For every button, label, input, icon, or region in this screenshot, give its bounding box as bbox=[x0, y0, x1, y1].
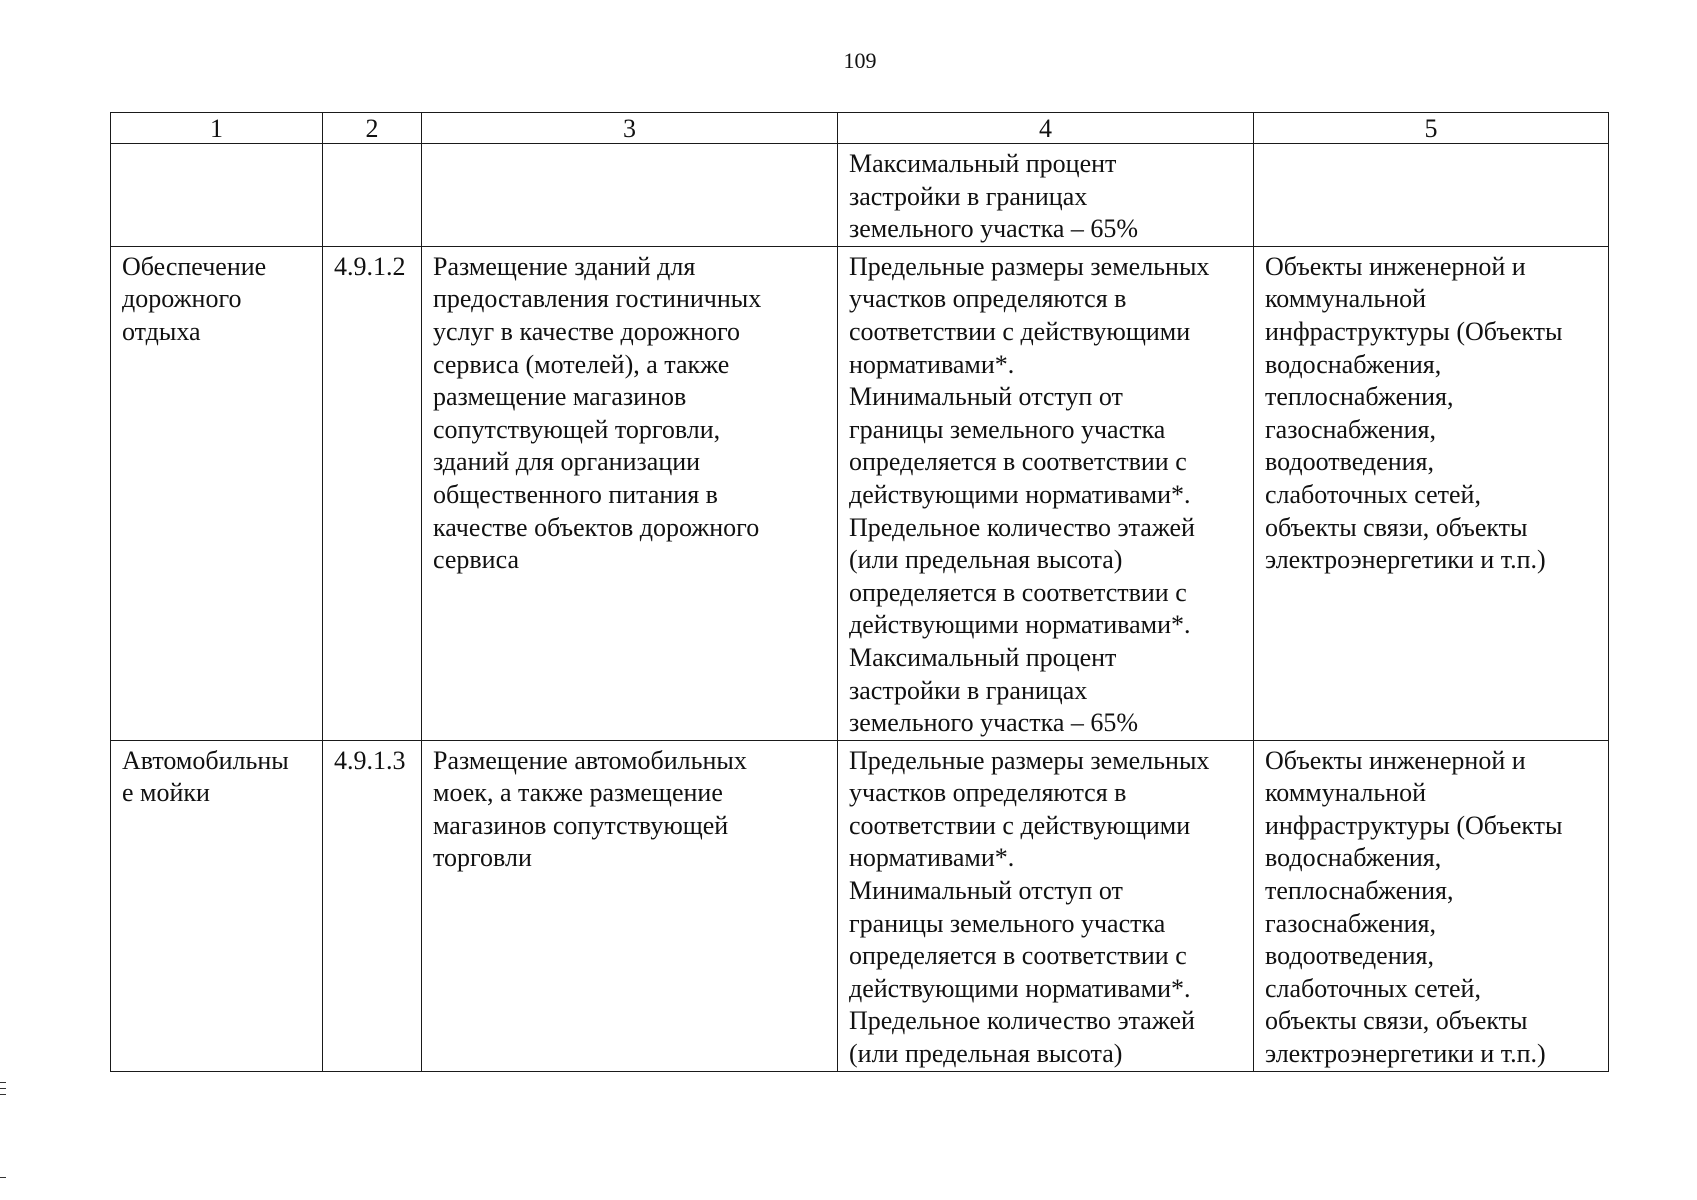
cell-text-line: границы земельного участка bbox=[849, 908, 1166, 938]
cell-text-line: размещение магазинов bbox=[433, 382, 687, 412]
cell-text-line: Обеспечение bbox=[122, 251, 267, 281]
cell-text-line: границы земельного участка bbox=[849, 414, 1166, 444]
parameters-cell bbox=[838, 246, 1254, 740]
cell-text-line: теплоснабжения, bbox=[1265, 876, 1454, 906]
cell-text-line: Размещение автомобильных bbox=[433, 745, 747, 775]
cell-text-line: коммунальной bbox=[1265, 284, 1427, 314]
column-header: 5 bbox=[1254, 113, 1609, 144]
cell-text-line: Максимальный процент bbox=[849, 149, 1117, 178]
code-cell bbox=[323, 246, 422, 740]
cell-text-line: определяется в соответствии с bbox=[849, 941, 1187, 971]
parameters-cell bbox=[838, 144, 1254, 247]
description-cell bbox=[422, 740, 838, 1071]
cell-text-line: электроэнергетики и т.п.) bbox=[1265, 545, 1546, 575]
margin-mark bbox=[0, 1088, 6, 1089]
cell-text-line: Максимальный процент bbox=[849, 642, 1117, 672]
column-header: 2 bbox=[323, 113, 422, 144]
cell-text-line: газоснабжения, bbox=[1265, 908, 1436, 938]
cell-text-line: водоснабжения, bbox=[1265, 843, 1442, 873]
description-cell bbox=[422, 246, 838, 740]
description-cell bbox=[422, 144, 838, 247]
cell-text-line: земельного участка – 65% bbox=[849, 214, 1139, 244]
cell-text-line: сервиса (мотелей), а также bbox=[433, 349, 730, 379]
cell-text-line: Автомобильны bbox=[122, 745, 289, 775]
auxiliary-cell bbox=[1254, 740, 1609, 1071]
use-name-cell bbox=[111, 740, 323, 1071]
cell-text-line: магазинов сопутствующей bbox=[433, 810, 729, 840]
use-name-cell bbox=[111, 144, 323, 247]
column-header: 1 bbox=[111, 113, 323, 144]
cell-text-line: определяется в соответствии с bbox=[849, 447, 1187, 477]
cell-text-line: инфраструктуры (Объекты bbox=[1265, 810, 1563, 840]
margin-mark bbox=[0, 1094, 6, 1095]
cell-text-line: застройки в границах bbox=[849, 675, 1088, 705]
cell-text-line: действующими нормативами*. bbox=[849, 973, 1191, 1003]
margin-mark bbox=[0, 1082, 6, 1083]
cell-text-line: газоснабжения, bbox=[1265, 414, 1436, 444]
cell-text-line: соответствии с действующими bbox=[849, 316, 1191, 346]
cell-text-line: (или предельная высота) bbox=[849, 1039, 1123, 1069]
use-name-cell bbox=[111, 246, 323, 740]
cell-text-line: сервиса bbox=[433, 545, 519, 575]
cell-text-line: отдыха bbox=[122, 316, 201, 346]
column-header: 4 bbox=[838, 113, 1254, 144]
cell-text-line: Объекты инженерной и bbox=[1265, 251, 1526, 281]
cell-text-line: качестве объектов дорожного bbox=[433, 512, 760, 542]
table-header-row bbox=[111, 113, 1609, 144]
cell-text-line: Размещение зданий для bbox=[433, 251, 696, 281]
cell-text-line: слаботочных сетей, bbox=[1265, 479, 1481, 509]
cell-text-line: Предельное количество этажей bbox=[849, 1006, 1195, 1036]
column-header: 3 bbox=[422, 113, 838, 144]
cell-text-line: электроэнергетики и т.п.) bbox=[1265, 1039, 1546, 1069]
cell-text-line: действующими нормативами*. bbox=[849, 479, 1191, 509]
cell-text-line: Объекты инженерной и bbox=[1265, 745, 1526, 775]
auxiliary-cell bbox=[1254, 246, 1609, 740]
cell-text-line: нормативами*. bbox=[849, 349, 1015, 379]
cell-text-line: объекты связи, объекты bbox=[1265, 512, 1528, 542]
cell-text-line: участков определяются в bbox=[849, 778, 1127, 808]
cell-text-line: водоснабжения, bbox=[1265, 349, 1442, 379]
cell-text-line: зданий для организации bbox=[433, 447, 701, 477]
cell-text-line: (или предельная высота) bbox=[849, 545, 1123, 575]
cell-text-line: нормативами*. bbox=[849, 843, 1015, 873]
cell-text-line: сопутствующей торговли, bbox=[433, 414, 721, 444]
cell-text-line: Минимальный отступ от bbox=[849, 876, 1123, 906]
cell-text-line: действующими нормативами*. bbox=[849, 610, 1191, 640]
table-row bbox=[111, 740, 1609, 1071]
cell-text-line: застройки в границах bbox=[849, 181, 1088, 211]
cell-text-line: объекты связи, объекты bbox=[1265, 1006, 1528, 1036]
page-number: 109 bbox=[843, 48, 877, 73]
cell-text-line: Минимальный отступ от bbox=[849, 382, 1123, 412]
auxiliary-cell bbox=[1254, 144, 1609, 247]
code-cell bbox=[323, 144, 422, 247]
cell-text-line: е мойки bbox=[122, 778, 210, 808]
cell-text-line: соответствии с действующими bbox=[849, 810, 1191, 840]
code-cell bbox=[323, 740, 422, 1071]
cell-text-line: моек, а также размещение bbox=[433, 778, 723, 808]
parameters-cell bbox=[838, 740, 1254, 1071]
cell-text-line: Предельное количество этажей bbox=[849, 512, 1195, 542]
cell-text-line: коммунальной bbox=[1265, 778, 1427, 808]
cell-text-line: определяется в соответствии с bbox=[849, 577, 1187, 607]
cell-text-line: земельного участка – 65% bbox=[849, 708, 1139, 738]
cell-text-line: слаботочных сетей, bbox=[1265, 973, 1481, 1003]
cell-text-line: 4.9.1.3 bbox=[334, 745, 406, 775]
cell-text-line: предоставления гостиничных bbox=[433, 284, 762, 314]
cell-text-line: Предельные размеры земельных bbox=[849, 745, 1210, 775]
cell-text-line: теплоснабжения, bbox=[1265, 382, 1454, 412]
table-row bbox=[111, 144, 1609, 247]
margin-mark bbox=[0, 1177, 6, 1178]
cell-text-line: участков определяются в bbox=[849, 284, 1127, 314]
cell-text-line: торговли bbox=[433, 843, 532, 873]
table-row bbox=[111, 246, 1609, 740]
land-use-table bbox=[110, 112, 1609, 1072]
cell-text-line: водоотведения, bbox=[1265, 447, 1434, 477]
cell-text-line: услуг в качестве дорожного bbox=[433, 316, 740, 346]
cell-text-line: общественного питания в bbox=[433, 479, 718, 509]
cell-text-line: Предельные размеры земельных bbox=[849, 251, 1210, 281]
cell-text-line: дорожного bbox=[122, 284, 242, 314]
cell-text-line: инфраструктуры (Объекты bbox=[1265, 316, 1563, 346]
cell-text-line: 4.9.1.2 bbox=[334, 251, 406, 281]
cell-text-line: водоотведения, bbox=[1265, 941, 1434, 971]
